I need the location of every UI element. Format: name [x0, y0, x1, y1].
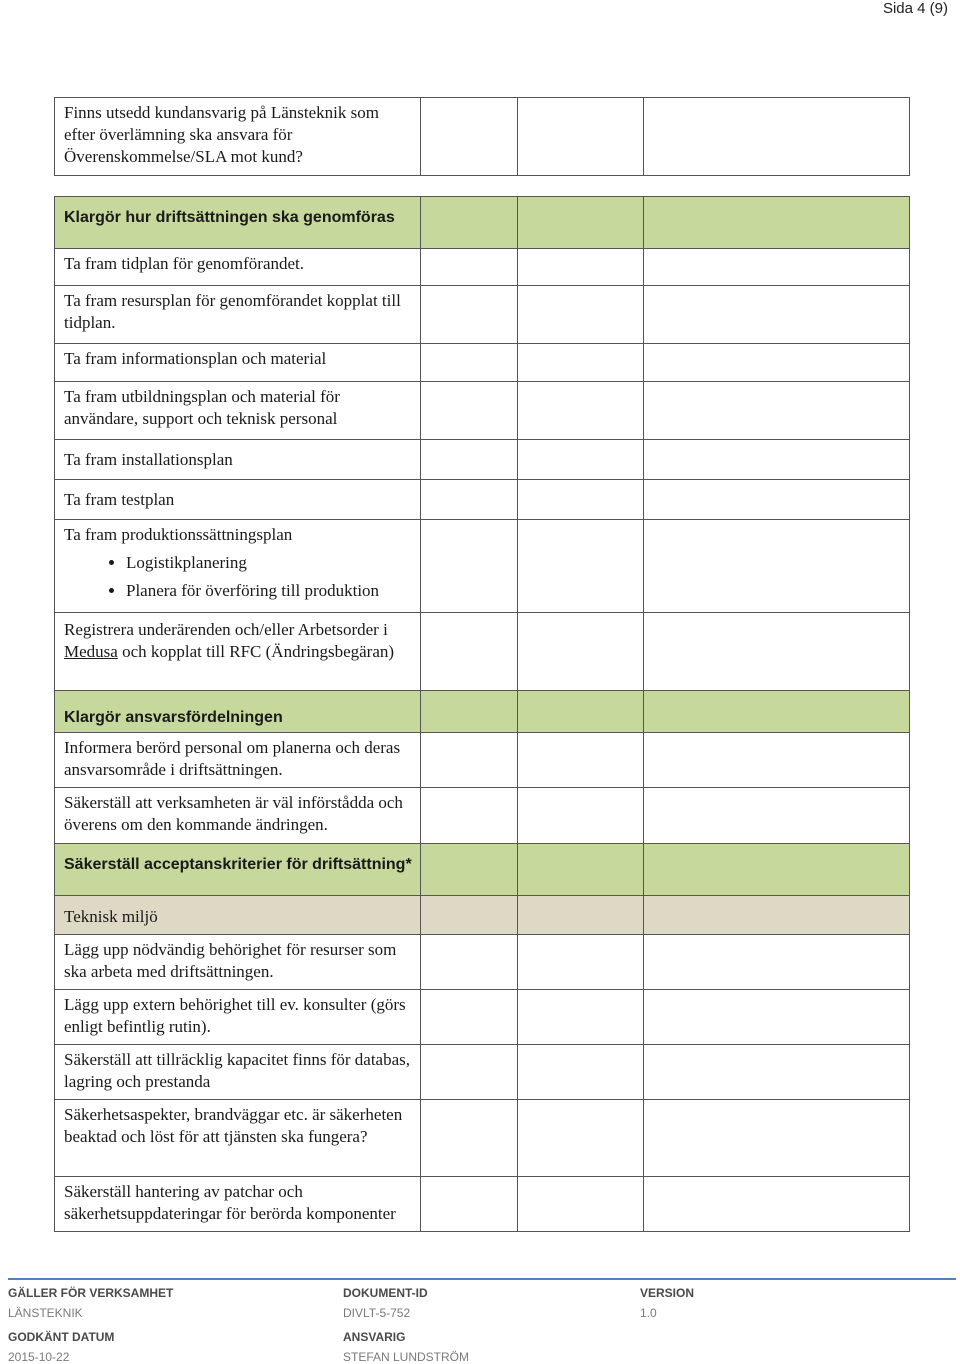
table-row — [55, 1045, 910, 1100]
table-row — [55, 788, 910, 844]
empty-cell — [518, 896, 644, 935]
empty-cell[interactable] — [421, 935, 518, 990]
empty-cell — [421, 896, 518, 935]
task-cell — [55, 520, 421, 613]
checklist-table-kundansvarig — [54, 97, 910, 176]
empty-cell — [421, 844, 518, 896]
empty-cell — [644, 691, 910, 733]
empty-cell[interactable] — [518, 249, 644, 286]
footer-value-ansvarig: STEFAN LUNDSTRÖM — [343, 1350, 470, 1364]
task-cell: Ta fram testplan — [55, 480, 421, 520]
empty-cell[interactable] — [644, 98, 910, 176]
task-cell: Säkerställ hantering av patchar och säkerhetsuppdateringar för berörda komponenter — [55, 1177, 421, 1232]
section-heading-row — [55, 844, 910, 896]
footer-value-godkant-datum: 2015-10-22 — [8, 1350, 70, 1364]
task-cell: Finns utsedd kundansvarig på Länsteknik som efter överlämning ska ansvara för Överenskommelse/SLA mot kund? — [55, 98, 421, 176]
empty-cell — [518, 691, 644, 733]
table-row — [55, 382, 910, 440]
table-row — [55, 613, 910, 691]
empty-cell[interactable] — [644, 480, 910, 520]
table-row — [55, 1100, 910, 1177]
footer-label-ansvarig: ANSVARIG — [343, 1330, 406, 1344]
table-row — [55, 344, 910, 382]
subheading: Teknisk miljö — [55, 896, 421, 935]
table-row — [55, 935, 910, 990]
section-heading: Klargör hur driftsättningen ska genomföras — [55, 197, 421, 249]
list-item: • Planera för överföring till produktion — [126, 580, 412, 602]
registrera-text: Registrera underärenden och/eller Arbetsorder i — [64, 620, 388, 639]
empty-cell[interactable] — [518, 788, 644, 844]
subheading-row — [55, 896, 910, 935]
empty-cell[interactable] — [644, 520, 910, 613]
empty-cell[interactable] — [518, 1100, 644, 1177]
footer-label-dokument-id: DOKUMENT-ID — [343, 1286, 428, 1300]
empty-cell[interactable] — [518, 520, 644, 613]
medusa-link[interactable]: Medusa — [64, 642, 118, 661]
empty-cell — [518, 844, 644, 896]
footer-label-version: VERSION — [640, 1286, 695, 1300]
table-row — [55, 440, 910, 480]
empty-cell[interactable] — [518, 733, 644, 788]
empty-cell — [644, 896, 910, 935]
page-number: Sida 4 (9) — [882, 0, 948, 17]
empty-cell[interactable] — [421, 344, 518, 382]
empty-cell[interactable] — [518, 990, 644, 1045]
empty-cell[interactable] — [518, 440, 644, 480]
section-heading: Klargör ansvarsfördelningen — [55, 691, 421, 733]
section-heading-row — [55, 197, 910, 249]
empty-cell[interactable] — [421, 249, 518, 286]
empty-cell[interactable] — [518, 98, 644, 176]
empty-cell[interactable] — [421, 520, 518, 613]
empty-cell[interactable] — [644, 788, 910, 844]
footer-value-version: 1.0 — [640, 1306, 657, 1320]
table-row — [55, 1177, 910, 1232]
empty-cell[interactable] — [644, 1100, 910, 1177]
empty-cell[interactable] — [644, 286, 910, 344]
table-row — [55, 520, 910, 613]
empty-cell[interactable] — [421, 990, 518, 1045]
empty-cell[interactable] — [518, 935, 644, 990]
empty-cell[interactable] — [644, 249, 910, 286]
empty-cell[interactable] — [421, 788, 518, 844]
empty-cell[interactable] — [421, 480, 518, 520]
footer-value-dokument-id: DIVLT-5-752 — [343, 1306, 411, 1320]
footer-divider — [8, 1278, 956, 1280]
empty-cell[interactable] — [421, 613, 518, 691]
task-cell: Ta fram tidplan för genomförandet. — [55, 249, 421, 286]
empty-cell[interactable] — [421, 1100, 518, 1177]
bullet-list — [64, 552, 412, 602]
empty-cell[interactable] — [644, 1045, 910, 1100]
empty-cell[interactable] — [421, 382, 518, 440]
empty-cell[interactable] — [644, 344, 910, 382]
empty-cell[interactable] — [644, 990, 910, 1045]
empty-cell[interactable] — [518, 286, 644, 344]
task-cell: Säkerställ att verksamheten är väl införstådda och överens om den kommande ändringen. — [55, 788, 421, 844]
task-cell: Lägg upp nödvändig behörighet för resurser som ska arbeta med driftsättningen. — [55, 935, 421, 990]
empty-cell[interactable] — [518, 1177, 644, 1232]
empty-cell — [644, 197, 910, 249]
footer-label-verksamhet: GÄLLER FÖR VERKSAMHET — [8, 1286, 174, 1300]
empty-cell[interactable] — [518, 480, 644, 520]
empty-cell[interactable] — [644, 733, 910, 788]
empty-cell — [518, 197, 644, 249]
empty-cell[interactable] — [421, 440, 518, 480]
section-heading: Säkerställ acceptanskriterier för driftsättning* — [55, 844, 421, 896]
table-row — [55, 98, 910, 176]
table-row — [55, 286, 910, 344]
task-cell: Säkerhetsaspekter, brandväggar etc. är säkerheten beaktad och löst för att tjänsten ska fungera? — [55, 1100, 421, 1177]
list-item: • Logistikplanering — [126, 552, 412, 574]
empty-cell[interactable] — [421, 286, 518, 344]
task-cell: Ta fram resursplan för genomförandet kopplat till tidplan. — [55, 286, 421, 344]
checklist-table-driftsattning — [54, 196, 910, 1232]
empty-cell — [644, 844, 910, 896]
task-cell: Säkerställ att tillräcklig kapacitet finns för databas, lagring och prestanda — [55, 1045, 421, 1100]
table-row — [55, 480, 910, 520]
table-row — [55, 249, 910, 286]
table-row — [55, 990, 910, 1045]
task-cell: Ta fram utbildningsplan och material för användare, support och teknisk personal — [55, 382, 421, 440]
task-cell: Informera berörd personal om planerna och deras ansvarsområde i driftsättningen. — [55, 733, 421, 788]
task-cell: Ta fram informationsplan och material — [55, 344, 421, 382]
produktion-title: Ta fram produktionssättningsplan — [64, 525, 293, 544]
empty-cell[interactable] — [421, 1177, 518, 1232]
empty-cell — [421, 197, 518, 249]
empty-cell[interactable] — [518, 613, 644, 691]
empty-cell — [421, 691, 518, 733]
task-cell: Ta fram installationsplan — [55, 440, 421, 480]
table-row — [55, 733, 910, 788]
footer-value-verksamhet: LÄNSTEKNIK — [8, 1306, 83, 1320]
empty-cell[interactable] — [644, 935, 910, 990]
task-cell — [55, 613, 421, 691]
section-heading-row — [55, 691, 910, 733]
empty-cell[interactable] — [421, 733, 518, 788]
task-cell: Lägg upp extern behörighet till ev. konsulter (görs enligt befintlig rutin). — [55, 990, 421, 1045]
empty-cell[interactable] — [644, 613, 910, 691]
empty-cell[interactable] — [644, 1177, 910, 1232]
empty-cell[interactable] — [518, 344, 644, 382]
registrera-text-end: och kopplat till RFC (Ändringsbegäran) — [117, 642, 395, 661]
empty-cell[interactable] — [644, 440, 910, 480]
empty-cell[interactable] — [421, 98, 518, 176]
empty-cell[interactable] — [518, 1045, 644, 1100]
footer-label-godkant-datum: GODKÄNT DATUM — [8, 1330, 115, 1344]
empty-cell[interactable] — [518, 382, 644, 440]
empty-cell[interactable] — [421, 1045, 518, 1100]
empty-cell[interactable] — [644, 382, 910, 440]
